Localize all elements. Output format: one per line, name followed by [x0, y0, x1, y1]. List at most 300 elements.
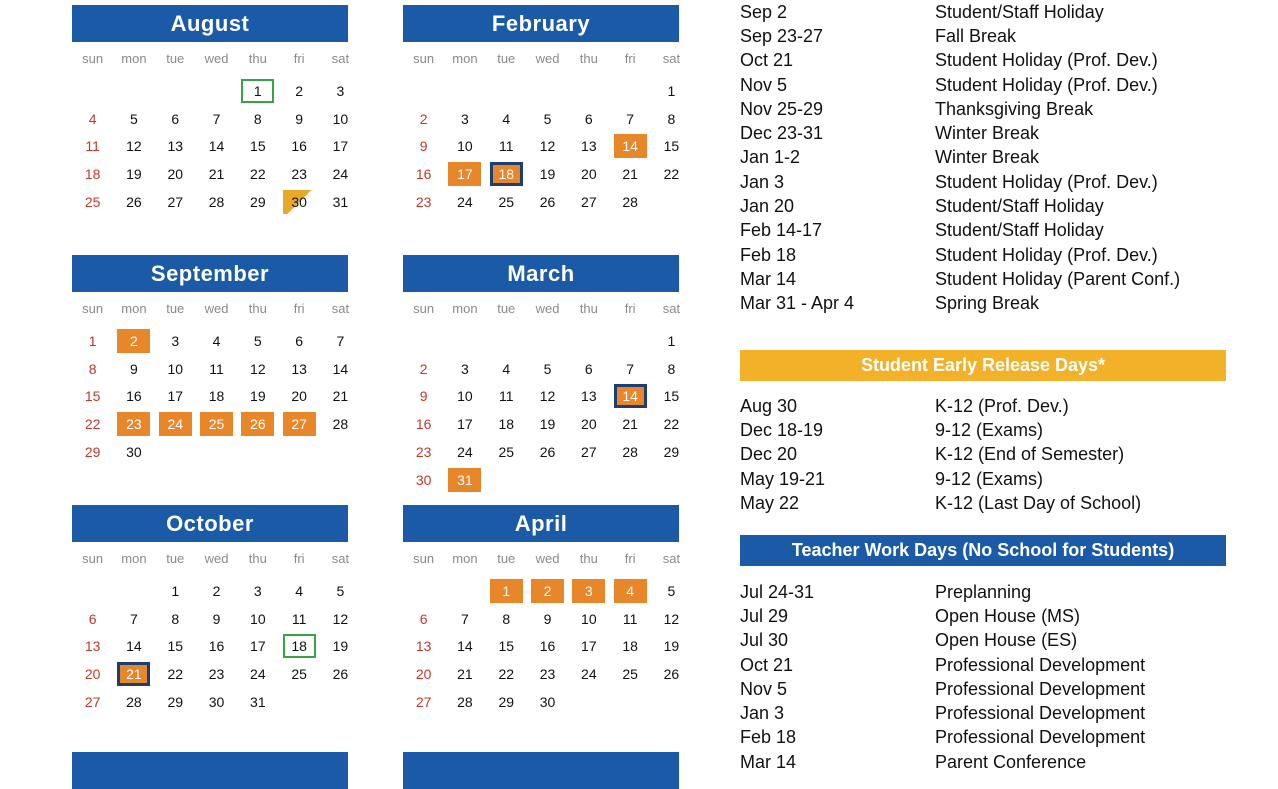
- day-cell: [278, 355, 319, 383]
- list-item-description: Student Holiday (Prof. Dev.): [935, 50, 1158, 71]
- list-item: [740, 604, 1145, 628]
- day-number: 15: [663, 138, 680, 155]
- day-cell: [609, 577, 650, 605]
- month-april: [403, 505, 679, 716]
- day-cell: [486, 188, 527, 216]
- day-number: 26: [539, 444, 556, 461]
- day-number: 22: [663, 416, 680, 433]
- day-cell: [651, 133, 692, 161]
- early-release-header: Student Early Release Days*: [740, 350, 1226, 381]
- list-item: [740, 418, 1141, 442]
- day-cell: [568, 410, 609, 438]
- day-number: 6: [584, 360, 593, 377]
- day-grid: [403, 327, 679, 494]
- day-empty: [403, 327, 444, 355]
- day-cell: [72, 688, 113, 716]
- weekday-label: mon: [452, 51, 478, 66]
- day-cell: [113, 383, 154, 411]
- day-cell: [444, 105, 485, 133]
- day-cell: [72, 188, 113, 216]
- day-number: 3: [572, 579, 605, 603]
- day-cell: [113, 160, 154, 188]
- day-cell: [320, 105, 361, 133]
- day-cell: [609, 438, 650, 466]
- day-cell: [237, 633, 278, 661]
- day-cell: [196, 105, 237, 133]
- day-number: 29: [84, 444, 101, 461]
- day-number: 27: [167, 194, 184, 211]
- day-number: 11: [498, 138, 514, 155]
- day-cell: [320, 605, 361, 633]
- day-number: 26: [539, 194, 556, 211]
- weekday-row: [403, 301, 679, 319]
- day-cell: [237, 133, 278, 161]
- list-item-description: Student Holiday (Prof. Dev.): [935, 171, 1158, 192]
- day-cell: [113, 355, 154, 383]
- list-item-date: Mar 14: [740, 268, 797, 289]
- day-cell: [651, 383, 692, 411]
- day-cell: [486, 383, 527, 411]
- day-cell: [403, 633, 444, 661]
- day-grid: [72, 577, 348, 716]
- day-cell: [568, 660, 609, 688]
- day-number: 7: [626, 110, 635, 127]
- day-number: 14: [614, 134, 647, 158]
- day-grid: [72, 327, 348, 466]
- day-number: 28: [622, 444, 638, 461]
- day-number: 29: [498, 694, 515, 711]
- day-number: 17: [448, 162, 481, 186]
- list-item-date: Jul 24-31: [740, 581, 815, 602]
- day-cell: [278, 133, 319, 161]
- day-cell: [444, 355, 485, 383]
- day-number: 5: [543, 110, 552, 127]
- day-cell: [196, 355, 237, 383]
- day-cell: [237, 688, 278, 716]
- day-number: 2: [295, 82, 304, 99]
- list-item: [740, 653, 1145, 677]
- day-cell: [527, 438, 568, 466]
- month-header: February: [403, 5, 679, 42]
- weekday-label: tue: [166, 51, 185, 66]
- day-cell: [320, 327, 361, 355]
- day-number: 25: [498, 444, 515, 461]
- day-cell: [237, 188, 278, 216]
- day-number: 5: [253, 332, 262, 349]
- day-cell: [486, 133, 527, 161]
- day-number: 28: [622, 194, 638, 211]
- day-cell: [278, 633, 319, 661]
- day-empty: [403, 577, 444, 605]
- day-number: 10: [167, 360, 184, 377]
- day-cell: [237, 605, 278, 633]
- day-cell: [444, 133, 485, 161]
- day-number: 13: [84, 638, 101, 655]
- day-number: 4: [502, 360, 511, 377]
- day-cell: [527, 160, 568, 188]
- weekday-label: sat: [331, 51, 350, 66]
- teacher-work-days-header: Teacher Work Days (No School for Students): [740, 535, 1226, 566]
- day-cell: [320, 410, 361, 438]
- weekday-label: thu: [248, 51, 267, 66]
- day-cell: [527, 410, 568, 438]
- day-cell: [568, 188, 609, 216]
- list-item-description: Professional Development: [935, 727, 1146, 748]
- day-number: 31: [448, 468, 481, 492]
- day-number: 19: [539, 416, 556, 433]
- day-number: 18: [208, 388, 225, 405]
- month-header: September: [72, 255, 348, 292]
- day-empty: [486, 327, 527, 355]
- day-cell: [486, 577, 527, 605]
- day-number: 21: [622, 166, 638, 183]
- list-item-date: Nov 25-29: [740, 98, 824, 119]
- day-number: 19: [332, 638, 349, 655]
- day-number: 14: [457, 638, 473, 655]
- day-number: 25: [291, 666, 307, 683]
- day-cell: [155, 355, 196, 383]
- day-cell: [278, 105, 319, 133]
- day-number: 22: [84, 416, 101, 433]
- list-item: [740, 49, 1180, 73]
- day-cell: [196, 160, 237, 188]
- list-item-date: Dec 20: [740, 444, 798, 465]
- day-number: 24: [159, 412, 192, 436]
- list-item-description: Parent Conference: [935, 751, 1087, 772]
- day-cell: [568, 105, 609, 133]
- list-item-date: Jan 3: [740, 703, 785, 724]
- day-cell: [527, 688, 568, 716]
- day-cell: [651, 633, 692, 661]
- day-cell: [568, 355, 609, 383]
- day-number: 21: [208, 166, 225, 183]
- day-empty: [568, 77, 609, 105]
- weekday-row: [72, 301, 348, 319]
- day-number: 20: [167, 166, 184, 183]
- day-number: 20: [415, 666, 432, 683]
- day-cell: [527, 133, 568, 161]
- day-number: 29: [250, 194, 266, 211]
- day-cell: [72, 355, 113, 383]
- day-number: 15: [84, 388, 101, 405]
- day-number: 4: [212, 332, 221, 349]
- day-number: 15: [250, 138, 266, 155]
- day-empty: [527, 77, 568, 105]
- list-item-description: Professional Development: [935, 678, 1146, 699]
- day-number: 21: [457, 666, 473, 683]
- weekday-label: fri: [293, 301, 305, 316]
- day-cell: [527, 383, 568, 411]
- day-cell: [527, 660, 568, 688]
- day-number: 23: [291, 166, 307, 183]
- weekday-label: sat: [662, 301, 681, 316]
- list-item-description: Winter Break: [935, 147, 1040, 168]
- day-cell: [72, 327, 113, 355]
- day-number: 11: [291, 610, 307, 627]
- day-number: 10: [457, 388, 473, 405]
- day-cell: [196, 660, 237, 688]
- day-number: 27: [415, 694, 432, 711]
- day-number: 8: [88, 360, 97, 377]
- weekday-label: wed: [204, 551, 229, 566]
- teacher-work-days-list: [740, 580, 1145, 774]
- list-item: [740, 491, 1141, 515]
- day-number: 27: [84, 694, 101, 711]
- day-number: 10: [581, 610, 597, 627]
- day-cell: [237, 77, 278, 105]
- list-item-description: Spring Break: [935, 293, 1040, 314]
- day-cell: [527, 577, 568, 605]
- day-number: 21: [622, 416, 638, 433]
- month-header: March: [403, 255, 679, 292]
- day-number: 28: [457, 694, 473, 711]
- day-empty: [403, 77, 444, 105]
- list-item-date: Oct 21: [740, 654, 794, 675]
- list-item-description: Student Holiday (Parent Conf.): [935, 268, 1181, 289]
- weekday-label: wed: [535, 551, 560, 566]
- day-cell: [609, 633, 650, 661]
- weekday-label: fri: [624, 551, 636, 566]
- day-cell: [444, 688, 485, 716]
- day-cell: [651, 577, 692, 605]
- day-cell: [113, 605, 154, 633]
- list-item-date: Jan 1-2: [740, 147, 801, 168]
- day-cell: [278, 160, 319, 188]
- day-cell: [403, 660, 444, 688]
- day-cell: [320, 577, 361, 605]
- weekday-label: tue: [166, 301, 185, 316]
- day-number: 31: [250, 694, 266, 711]
- day-cell: [237, 383, 278, 411]
- weekday-label: sun: [82, 301, 104, 316]
- day-cell: [568, 605, 609, 633]
- day-cell: [278, 605, 319, 633]
- month-header: October: [72, 505, 348, 542]
- list-item-date: Jan 20: [740, 196, 795, 217]
- day-number: 26: [126, 194, 142, 211]
- day-cell: [444, 660, 485, 688]
- day-number: 6: [171, 110, 180, 127]
- list-item: [740, 97, 1180, 121]
- weekday-label: fri: [624, 51, 636, 66]
- day-number: 25: [84, 194, 101, 211]
- day-number: 4: [88, 110, 97, 127]
- day-number: 20: [84, 666, 101, 683]
- day-number: 26: [663, 666, 680, 683]
- day-grid: [403, 77, 679, 216]
- day-number: 13: [167, 138, 184, 155]
- day-number: 30: [126, 444, 142, 461]
- day-number: 5: [667, 582, 676, 599]
- day-cell: [237, 160, 278, 188]
- day-number: 25: [622, 666, 638, 683]
- list-item: [740, 629, 1145, 653]
- day-cell: [196, 688, 237, 716]
- day-number: 3: [336, 82, 345, 99]
- day-cell: [155, 605, 196, 633]
- day-number: 9: [419, 388, 428, 405]
- day-number: 30: [415, 471, 432, 488]
- day-cell: [155, 105, 196, 133]
- day-number: 12: [332, 610, 349, 627]
- day-number: 19: [250, 388, 266, 405]
- day-cell: [486, 410, 527, 438]
- list-item: [740, 243, 1180, 267]
- list-item-date: Dec 18-19: [740, 419, 824, 440]
- day-number: 15: [498, 638, 515, 655]
- list-item-date: Mar 14: [740, 751, 797, 772]
- day-cell: [403, 438, 444, 466]
- day-cell: [568, 160, 609, 188]
- day-number: 23: [117, 412, 150, 436]
- day-cell: [72, 133, 113, 161]
- day-cell: [278, 327, 319, 355]
- day-number: 2: [117, 329, 150, 353]
- list-item-date: May 19-21: [740, 468, 826, 489]
- day-number: 6: [419, 610, 428, 627]
- day-number: 11: [209, 360, 224, 377]
- weekday-label: fri: [293, 51, 305, 66]
- month-header: April: [403, 505, 679, 542]
- weekday-label: sun: [413, 301, 435, 316]
- day-number: 9: [543, 610, 552, 627]
- day-cell: [196, 327, 237, 355]
- day-cell: [155, 633, 196, 661]
- list-item-description: Student Holiday (Prof. Dev.): [935, 74, 1158, 95]
- day-number: 11: [85, 138, 100, 155]
- day-cell: [486, 160, 527, 188]
- day-cell: [72, 438, 113, 466]
- day-number: 16: [291, 138, 307, 155]
- day-number: 3: [461, 110, 469, 127]
- day-cell: [527, 633, 568, 661]
- day-cell: [237, 355, 278, 383]
- day-cell: [568, 438, 609, 466]
- day-number: 5: [130, 110, 138, 127]
- day-number: 19: [539, 166, 556, 183]
- list-item: [740, 73, 1180, 97]
- day-cell: [72, 410, 113, 438]
- day-empty: [527, 327, 568, 355]
- day-number: 18: [283, 634, 316, 658]
- day-empty: [609, 77, 650, 105]
- day-number: 8: [667, 360, 676, 377]
- list-item-date: May 22: [740, 492, 800, 513]
- day-cell: [278, 410, 319, 438]
- list-item-description: Student/Staff Holiday: [935, 1, 1104, 22]
- day-number: 18: [498, 416, 515, 433]
- day-cell: [527, 355, 568, 383]
- day-cell: [113, 105, 154, 133]
- day-cell: [651, 105, 692, 133]
- day-number: 24: [581, 666, 597, 683]
- month-february: [403, 5, 679, 216]
- month-october: [72, 505, 348, 716]
- day-number: 18: [490, 162, 523, 186]
- list-item-description: Student/Staff Holiday: [935, 196, 1104, 217]
- day-number: 24: [250, 666, 266, 683]
- day-cell: [568, 633, 609, 661]
- month-cutoff-right: [403, 752, 679, 789]
- day-cell: [113, 188, 154, 216]
- list-item-date: Sep 23-27: [740, 25, 824, 46]
- list-item-description: 9-12 (Exams): [935, 419, 1044, 440]
- list-item-date: Jul 30: [740, 630, 789, 651]
- day-number: 21: [332, 388, 349, 405]
- day-cell: [237, 660, 278, 688]
- day-cell: [320, 660, 361, 688]
- day-cell: [403, 105, 444, 133]
- day-empty: [444, 577, 485, 605]
- weekday-label: sun: [82, 51, 104, 66]
- day-cell: [196, 383, 237, 411]
- day-cell: [527, 605, 568, 633]
- day-number: 16: [126, 388, 142, 405]
- list-item-description: Professional Development: [935, 703, 1146, 724]
- day-cell: [527, 188, 568, 216]
- day-cell: [444, 383, 485, 411]
- day-cell: [113, 688, 154, 716]
- day-cell: [155, 410, 196, 438]
- weekday-label: fri: [624, 301, 636, 316]
- list-item-description: Preplanning: [935, 581, 1032, 602]
- list-item: [740, 0, 1180, 24]
- day-number: 30: [283, 190, 316, 214]
- day-cell: [486, 605, 527, 633]
- day-number: 20: [291, 388, 307, 405]
- day-number: 25: [498, 194, 515, 211]
- day-empty: [72, 77, 113, 105]
- day-number: 6: [584, 110, 593, 127]
- day-cell: [651, 438, 692, 466]
- day-cell: [113, 660, 154, 688]
- day-number: 2: [531, 579, 564, 603]
- day-number: 15: [663, 388, 680, 405]
- day-number: 7: [130, 610, 138, 627]
- day-grid: [403, 577, 679, 716]
- day-number: 1: [490, 579, 523, 603]
- day-cell: [403, 160, 444, 188]
- day-number: 5: [336, 582, 345, 599]
- day-cell: [486, 438, 527, 466]
- list-item: [740, 194, 1180, 218]
- day-number: 16: [415, 416, 432, 433]
- day-number: 20: [581, 166, 597, 183]
- day-cell: [196, 410, 237, 438]
- day-cell: [486, 688, 527, 716]
- day-empty: [609, 327, 650, 355]
- weekday-label: wed: [204, 51, 229, 66]
- day-cell: [651, 355, 692, 383]
- day-cell: [609, 160, 650, 188]
- day-cell: [651, 605, 692, 633]
- day-cell: [403, 383, 444, 411]
- day-cell: [113, 327, 154, 355]
- day-number: 26: [241, 412, 274, 436]
- list-item: [740, 267, 1180, 291]
- list-item: [740, 146, 1180, 170]
- day-number: 3: [461, 360, 469, 377]
- day-cell: [72, 633, 113, 661]
- list-item-description: K-12 (Last Day of School): [935, 492, 1142, 513]
- day-cell: [155, 133, 196, 161]
- weekday-label: sat: [662, 551, 681, 566]
- day-cell: [444, 466, 485, 494]
- day-cell: [155, 160, 196, 188]
- day-cell: [609, 660, 650, 688]
- day-number: 17: [457, 416, 473, 433]
- day-empty: [113, 577, 154, 605]
